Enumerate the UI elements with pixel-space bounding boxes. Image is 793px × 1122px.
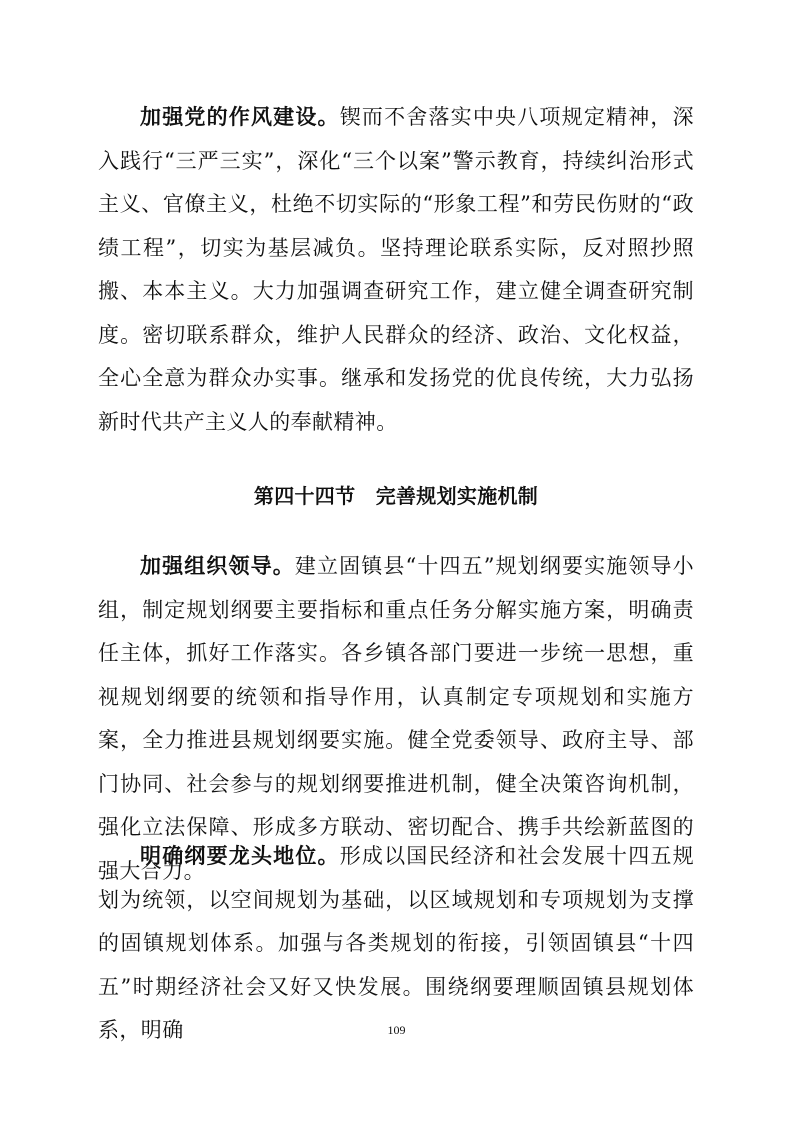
paragraph-lead: 明确纲要龙头地位。 (140, 843, 340, 868)
paragraph-lead: 加强组织领导。 (140, 553, 295, 578)
section-title: 第四十四节 完善规划实施机制 (253, 484, 539, 508)
paragraph-body: 建立固镇县“十四五”规划纲要实施领导小组，制定规划纲要主要指标和重点任务分解实施方案，明确责任主体，抓好工作落实。各乡镇各部门要进一步统一思想，重视规划纲要的统领和指导作用，认真制定专项规划和实施方案，全力推进县规划纲要实施。健全党委领导、政府主导、部门协同、社会参与的规划纲要推进机制，健全决策咨询机制，强化立法保障、形成多方联动、密切配合、携手共绘新蓝图的强大合力。 (98, 554, 694, 883)
paragraph-body: 形成以国民经济和社会发展十四五规划为统领，以空间规划为基础，以区域规划和专项规划为支撑的固镇规划体系。加强与各类规划的衔接，引领固镇县“十四五”时期经济社会又好又快发展。围绕纲要理顺固镇县规划体系，明确 (98, 844, 694, 1042)
paragraph-outline-leading-position (98, 834, 694, 1053)
page-number: 109 (387, 1023, 406, 1037)
paragraph-body: 锲而不舍落实中央八项规定精神，深入践行“三严三实”，深化“三个以案”警示教育，持续纠治形式主义、官僚主义，杜绝不切实际的“形象工程”和劳民伤财的“政绩工程”，切实为基层减负。坚持理论联系实际，反对照抄照搬、本本主义。大力加强调查研究工作，建立健全调查研究制度。密切联系群众，维护人民群众的经济、政治、文化权益，全心全意为群众办实事。继承和发扬党的优良传统，大力弘扬新时代共产主义人的奉献精神。 (98, 105, 694, 434)
paragraph-party-style (98, 95, 694, 444)
paragraph-lead: 加强党的作风建设。 (140, 104, 340, 129)
